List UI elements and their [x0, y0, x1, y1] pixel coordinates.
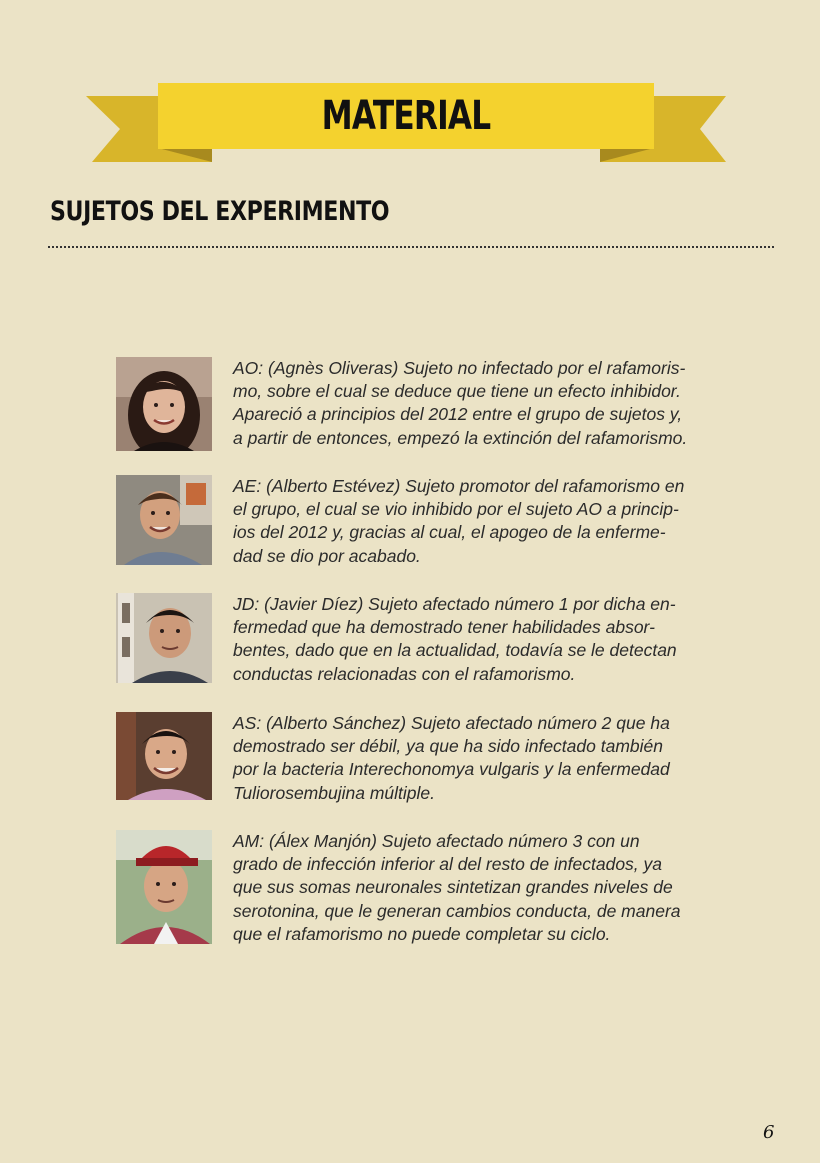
description-line: por la bacteria Interechonomya vulgaris y la enfermedad: [233, 759, 670, 780]
description-line: mo, sobre el cual se deduce que tiene un efecto inhibidor.: [233, 381, 681, 402]
banner-title: MATERIAL: [321, 93, 491, 139]
subject-entry: [116, 712, 736, 812]
description-line: dad se dio por acabado.: [233, 545, 421, 566]
ribbon-banner: [0, 0, 820, 180]
subject-description: [233, 593, 733, 686]
page-number: 6: [763, 1122, 775, 1143]
subject-entry: [116, 593, 736, 693]
description-line: conductas relacionadas con el rafamorismo.: [233, 663, 576, 684]
description-line: fermedad que ha demostrado tener habilidades absor-: [233, 617, 655, 638]
subject-photo: [116, 475, 212, 565]
description-line: demostrado ser débil, ya que ha sido infectado también: [233, 736, 663, 757]
description-line: Apareció a principios del 2012 entre el grupo de sujetos y,: [233, 404, 683, 425]
subject-photo: [116, 830, 212, 944]
description-line: que el rafamorismo no puede completar su ciclo.: [233, 923, 611, 944]
subject-entry: [116, 475, 736, 575]
description-line: que sus somas neuronales sintetizan grandes niveles de: [233, 877, 673, 898]
subject-description: [233, 357, 733, 450]
description-line: bentes, dado que en la actualidad, todavía se le detectan: [233, 640, 677, 661]
description-line: grado de infección inferior al del resto de infectados, ya: [233, 854, 663, 875]
subject-description: [233, 830, 733, 946]
description-line: a partir de entonces, empezó la extinción del rafamorismo.: [233, 427, 688, 448]
dotted-divider: [48, 246, 774, 248]
description-line: AO: (Agnès Oliveras) Sujeto no infectado por el rafamoris-: [233, 358, 686, 378]
description-line: ios del 2012 y, gracias al cual, el apogeo de la enferme-: [233, 522, 666, 543]
subject-entry: [116, 830, 736, 944]
subject-description: [233, 712, 733, 805]
description-line: AS: (Alberto Sánchez) Sujeto afectado número 2 que ha: [233, 713, 670, 733]
description-line: serotonina, que le generan cambios conducta, de manera: [233, 900, 681, 921]
subject-photo: [116, 357, 212, 451]
description-line: Tuliorosembujina múltiple.: [233, 782, 435, 803]
subject-photo: [116, 712, 212, 800]
description-line: AM: (Álex Manjón) Sujeto afectado número 3 con un: [233, 831, 640, 851]
description-line: el grupo, el cual se vio inhibido por el sujeto AO a princip-: [233, 499, 679, 520]
section-title: SUJETOS DEL EXPERIMENTO: [50, 196, 390, 227]
description-line: JD: (Javier Díez) Sujeto afectado número 1 por dicha en-: [233, 594, 676, 614]
subject-entry: [116, 357, 736, 457]
subject-photo: [116, 593, 212, 683]
description-line: AE: (Alberto Estévez) Sujeto promotor del rafamorismo en: [233, 476, 685, 496]
subject-description: [233, 475, 733, 568]
